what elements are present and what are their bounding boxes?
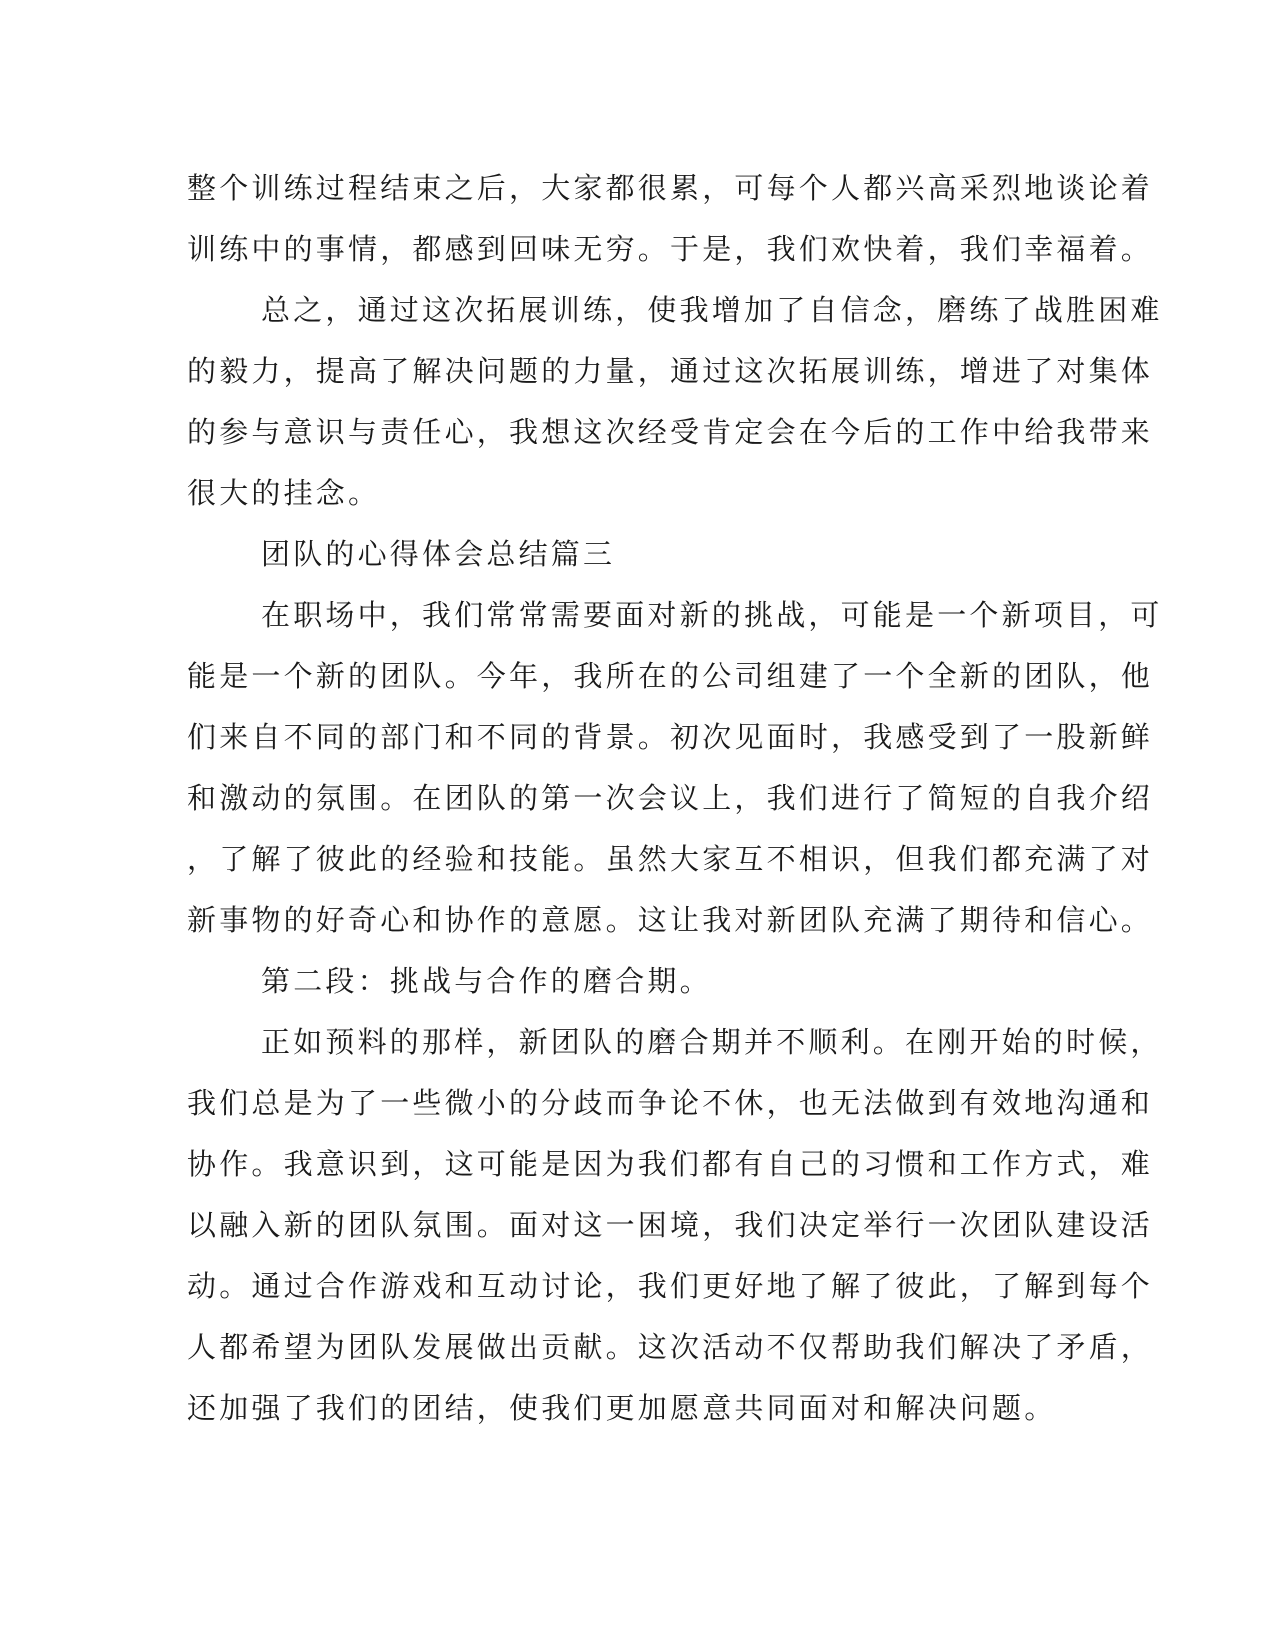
text-line: 训练中的事情，都感到回味无穷。于是，我们欢快着，我们幸福着。 <box>187 232 1154 266</box>
text-line: 能是一个新的团队。今年，我所在的公司组建了一个全新的团队，他 <box>187 659 1154 693</box>
subsection-heading: 第二段：挑战与合作的磨合期。 <box>261 964 712 998</box>
paragraph-start-line: 总之，通过这次拓展训练，使我增加了自信念，磨练了战胜困难 <box>261 293 1163 327</box>
text-line: 整个训练过程结束之后，大家都很累，可每个人都兴高采烈地谈论着 <box>187 171 1154 205</box>
text-line: 和激动的氛围。在团队的第一次会议上，我们进行了简短的自我介绍 <box>187 781 1154 815</box>
text-line: 的毅力，提高了解决问题的力量，通过这次拓展训练，增进了对集体 <box>187 354 1154 388</box>
text-line: 新事物的好奇心和协作的意愿。这让我对新团队充满了期待和信心。 <box>187 903 1154 937</box>
section-heading: 团队的心得体会总结篇三 <box>261 537 616 571</box>
text-line: 还加强了我们的团结，使我们更加愿意共同面对和解决问题。 <box>187 1391 1057 1425</box>
text-line: 以融入新的团队氛围。面对这一困境，我们决定举行一次团队建设活 <box>187 1208 1154 1242</box>
text-line: 们来自不同的部门和不同的背景。初次见面时，我感受到了一股新鲜 <box>187 720 1154 754</box>
document-page <box>187 158 1163 1439</box>
text-line: 协作。我意识到，这可能是因为我们都有自己的习惯和工作方式，难 <box>187 1147 1154 1181</box>
text-line: 的参与意识与责任心，我想这次经受肯定会在今后的工作中给我带来 <box>187 415 1154 449</box>
text-line: 我们总是为了一些微小的分歧而争论不休，也无法做到有效地沟通和 <box>187 1086 1154 1120</box>
text-line: 很大的挂念。 <box>187 476 381 510</box>
paragraph-start-line: 正如预料的那样，新团队的磨合期并不顺利。在刚开始的时候， <box>261 1025 1163 1059</box>
text-line: 人都希望为团队发展做出贡献。这次活动不仅帮助我们解决了矛盾， <box>187 1330 1154 1364</box>
text-line: ，了解了彼此的经验和技能。虽然大家互不相识，但我们都充满了对 <box>187 842 1154 876</box>
text-line: 动。通过合作游戏和互动讨论，我们更好地了解了彼此，了解到每个 <box>187 1269 1154 1303</box>
paragraph-start-line: 在职场中，我们常常需要面对新的挑战，可能是一个新项目，可 <box>261 598 1163 632</box>
